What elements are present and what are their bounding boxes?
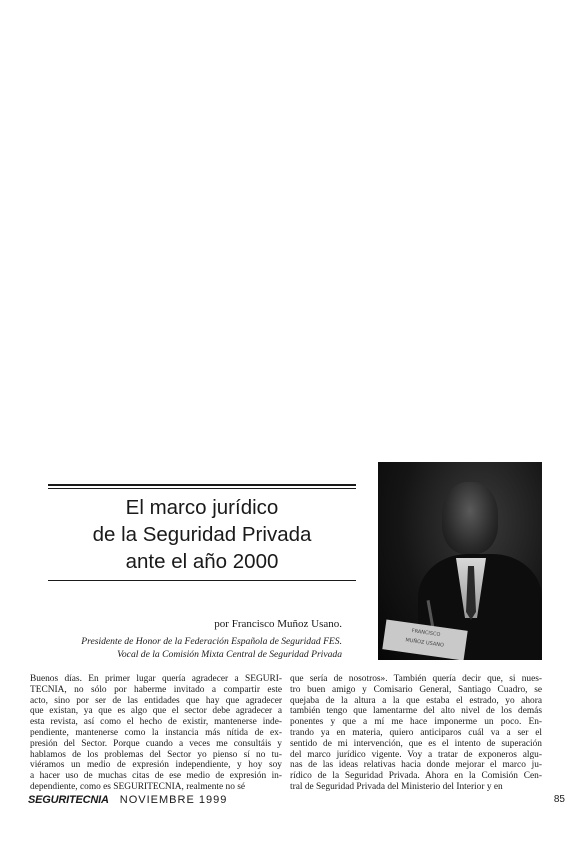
text-line: que sería de nosotros». También quería decir que, si nues- [290, 674, 542, 684]
text-line: quejaba de la altura a la que estaba el estrado, yo ahora [290, 695, 542, 706]
text-line: dependiente, como es SEGURITECNIA, realmente no sé [30, 781, 246, 792]
text-line: tro buen amigo y Comisario General, Santiago Cuadro, se [290, 684, 542, 695]
author-role: Vocal de la Comisión Mixta Central de Seguridad Privada [117, 649, 342, 660]
title-top-rule [48, 484, 356, 486]
text-line: nas de las ideas relativas hacia donde mejorar el marco ju- [290, 760, 542, 771]
text-line: acto, sino por ser de las entidades que hay que agradecer [30, 695, 282, 706]
author-role: Presidente de Honor de la Federación Española de Seguridad FES. [81, 636, 342, 647]
name-card-line: MUÑOZ USANO [405, 637, 445, 649]
text-line: a hacer uso de muchas citas de ese medio de expresión in- [30, 771, 282, 782]
photo-head [442, 482, 498, 554]
text-line: sentido de mi intervención, que es el intento de superación [290, 738, 542, 749]
text-line: rídico de la Seguridad Privada. Ahora en la Comisión Cen- [290, 771, 542, 782]
text-line: presión del Sector. Porque cuando a veces me consultáis y [30, 738, 282, 749]
article-title [48, 494, 356, 575]
text-line: también tengo que lamentarme del alto nivel de los demás [290, 706, 542, 717]
text-line: tral de Seguridad Privada del Ministerio del Interior y en [290, 781, 503, 792]
text-line: que existan, ya que es algo que el sector debe agradecer a [30, 706, 282, 717]
title-line: de la Seguridad Privada [92, 523, 312, 546]
magazine-brand: SEGURITECNIA [28, 794, 109, 806]
issue-date: NOVIEMBRE 1999 [119, 794, 228, 806]
name-card-line: FRANCISCO [411, 628, 441, 639]
text-line: del marco jurídico vigente. Voy a tratar de exponeros algu- [290, 749, 542, 760]
text-line: trando ya en materia, quiero anticiparos cuál va a ser el [290, 727, 542, 738]
page-footer [28, 794, 227, 806]
text-line: TECNIA, no sólo por haberme invitado a compartir este [30, 684, 282, 695]
title-line: El marco jurídico [125, 496, 279, 519]
text-line: ponentes y que a mí me hace imponerme un poco. En- [290, 717, 542, 728]
text-line: hablamos de los problemas del Sector yo pienso sí no tu- [30, 749, 282, 760]
body-column-left [30, 674, 282, 793]
page-number: 85 [553, 794, 565, 805]
author-byline: por Francisco Muñoz Usano. [214, 618, 342, 630]
text-line: viéramos un medio de expresión independiente, y hoy soy [30, 760, 282, 771]
text-line: pendiente, mantenerse como la instancia más nítida de ex- [30, 727, 282, 738]
body-column-right [290, 674, 542, 793]
speaker-photo [378, 462, 542, 660]
text-line: Buenos días. En primer lugar quería agradecer a SEGURI- [30, 674, 282, 684]
title-top-rule-thin [48, 488, 356, 489]
title-line: ante el año 2000 [125, 550, 279, 573]
text-line: esta revista, así como el hecho de existir, mantenerse inde- [30, 717, 282, 728]
title-bottom-rule [48, 580, 356, 581]
